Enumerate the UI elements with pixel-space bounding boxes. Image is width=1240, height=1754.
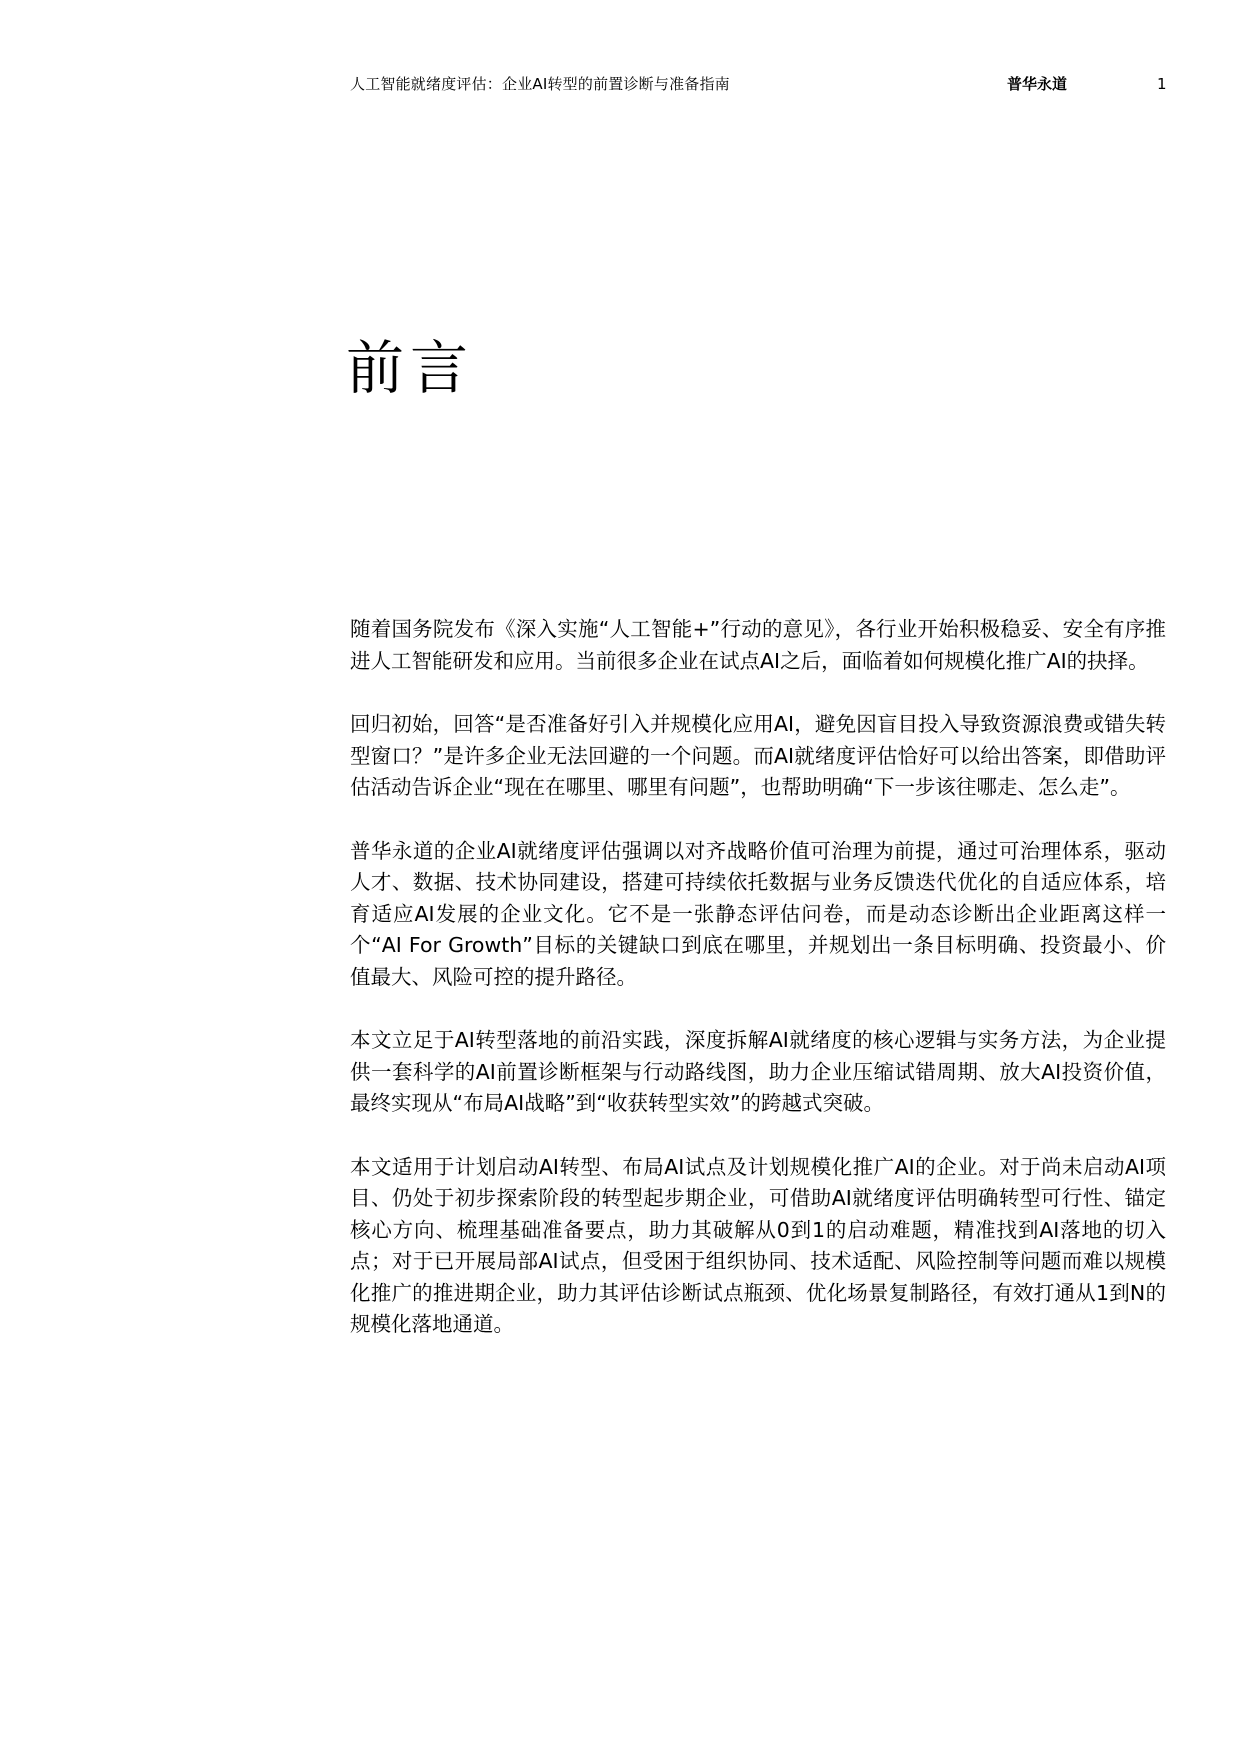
preface-body (350, 614, 1166, 1373)
paragraph-5: 本文适用于计划启动AI转型、布局AI试点及计划规模化推广AI的企业。对于尚未启动AI项目、仍处于初步探索阶段的转型起步期企业，可借助AI就绪度评估明确转型可行性、锚定核心方向、梳理基础准备要点，助力其破解从0到1的启动难题，精准找到AI落地的切入点；对于已开展局部AI试点，但受困于组织协同、技术适配、风险控制等问题而难以规模化推广的推进期企业，助力其评估诊断试点瓶颈、优化场景复制路径，有效打通从1到N的规模化落地通道。 (350, 1154, 1166, 1336)
paragraph-2: 回归初始，回答“是否准备好引入并规模化应用AI，避免因盲目投入导致资源浪费或错失转型窗口？”是许多企业无法回避的一个问题。而AI就绪度评估恰好可以给出答案，即借助评估活动告诉企业“现在在哪里、哪里有问题”，也帮助明确“下一步该往哪走、怎么走”。 (350, 712, 1166, 799)
paragraph-3: 普华永道的企业AI就绪度评估强调以对齐战略价值可治理为前提，通过可治理体系，驱动人才、数据、技术协同建设，搭建可持续依托数据与业务反馈迭代优化的自适应体系，培育适应AI发展的企业文化。它不是一张静态评估问卷，而是动态诊断出企业距离这样一个“AI For Growth”目标的关键缺口到底在哪里，并规划出一条目标明确、投资最小、价值最大、风险可控的提升路径。 (350, 838, 1166, 989)
header-document-title: 人工智能就绪度评估：企业AI转型的前置诊断与准备指南 (350, 75, 730, 93)
paragraph-4: 本文立足于AI转型落地的前沿实践，深度拆解AI就绪度的核心逻辑与实务方法，为企业提供一套科学的AI前置诊断框架与行动路线图，助力企业压缩试错周期、放大AI投资价值，最终实现从“布局AI战略”到“收获转型实效”的跨越式突破。 (350, 1028, 1166, 1115)
header-brand-name: 普华永道 (1007, 75, 1068, 93)
paragraph-1: 随着国务院发布《深入实施“人工智能+”行动的意见》，各行业开始积极稳妥、安全有序推进人工智能研发和应用。当前很多企业在试点AI之后，面临着如何规模化推广AI的抉择。 (350, 617, 1166, 673)
page-number: 1 (1157, 75, 1167, 93)
page-title: 前言 (346, 334, 475, 402)
running-header (0, 72, 1240, 96)
